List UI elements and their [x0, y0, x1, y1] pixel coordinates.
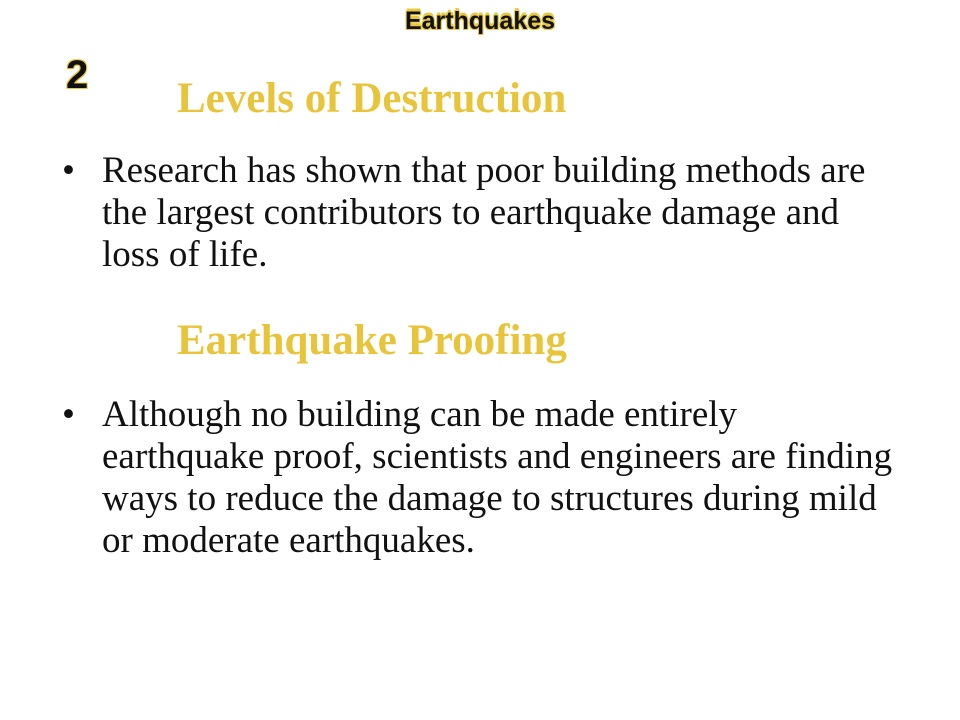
- chapter-number: 2: [66, 53, 89, 97]
- bullet-text: Although no building can be made entirely earthquake proof, scientists and engineers are finding ways to reduce the damage to structures during mild or moderate earthquakes.: [102, 394, 893, 561]
- bullet-dot: •: [62, 150, 75, 191]
- section-heading-earthquake-proofing: Earthquake Proofing: [177, 317, 567, 364]
- bullet-dot: •: [62, 394, 75, 435]
- bullet-text: Research has shown that poor building methods are the largest contributors to earthquake damage and loss of life.: [102, 150, 866, 275]
- bullet-item-research: [62, 150, 902, 276]
- chapter-title: Earthquakes: [404, 7, 556, 35]
- section-heading-levels-of-destruction: Levels of Destruction: [177, 75, 567, 122]
- bullet-item-proofing: [62, 394, 902, 562]
